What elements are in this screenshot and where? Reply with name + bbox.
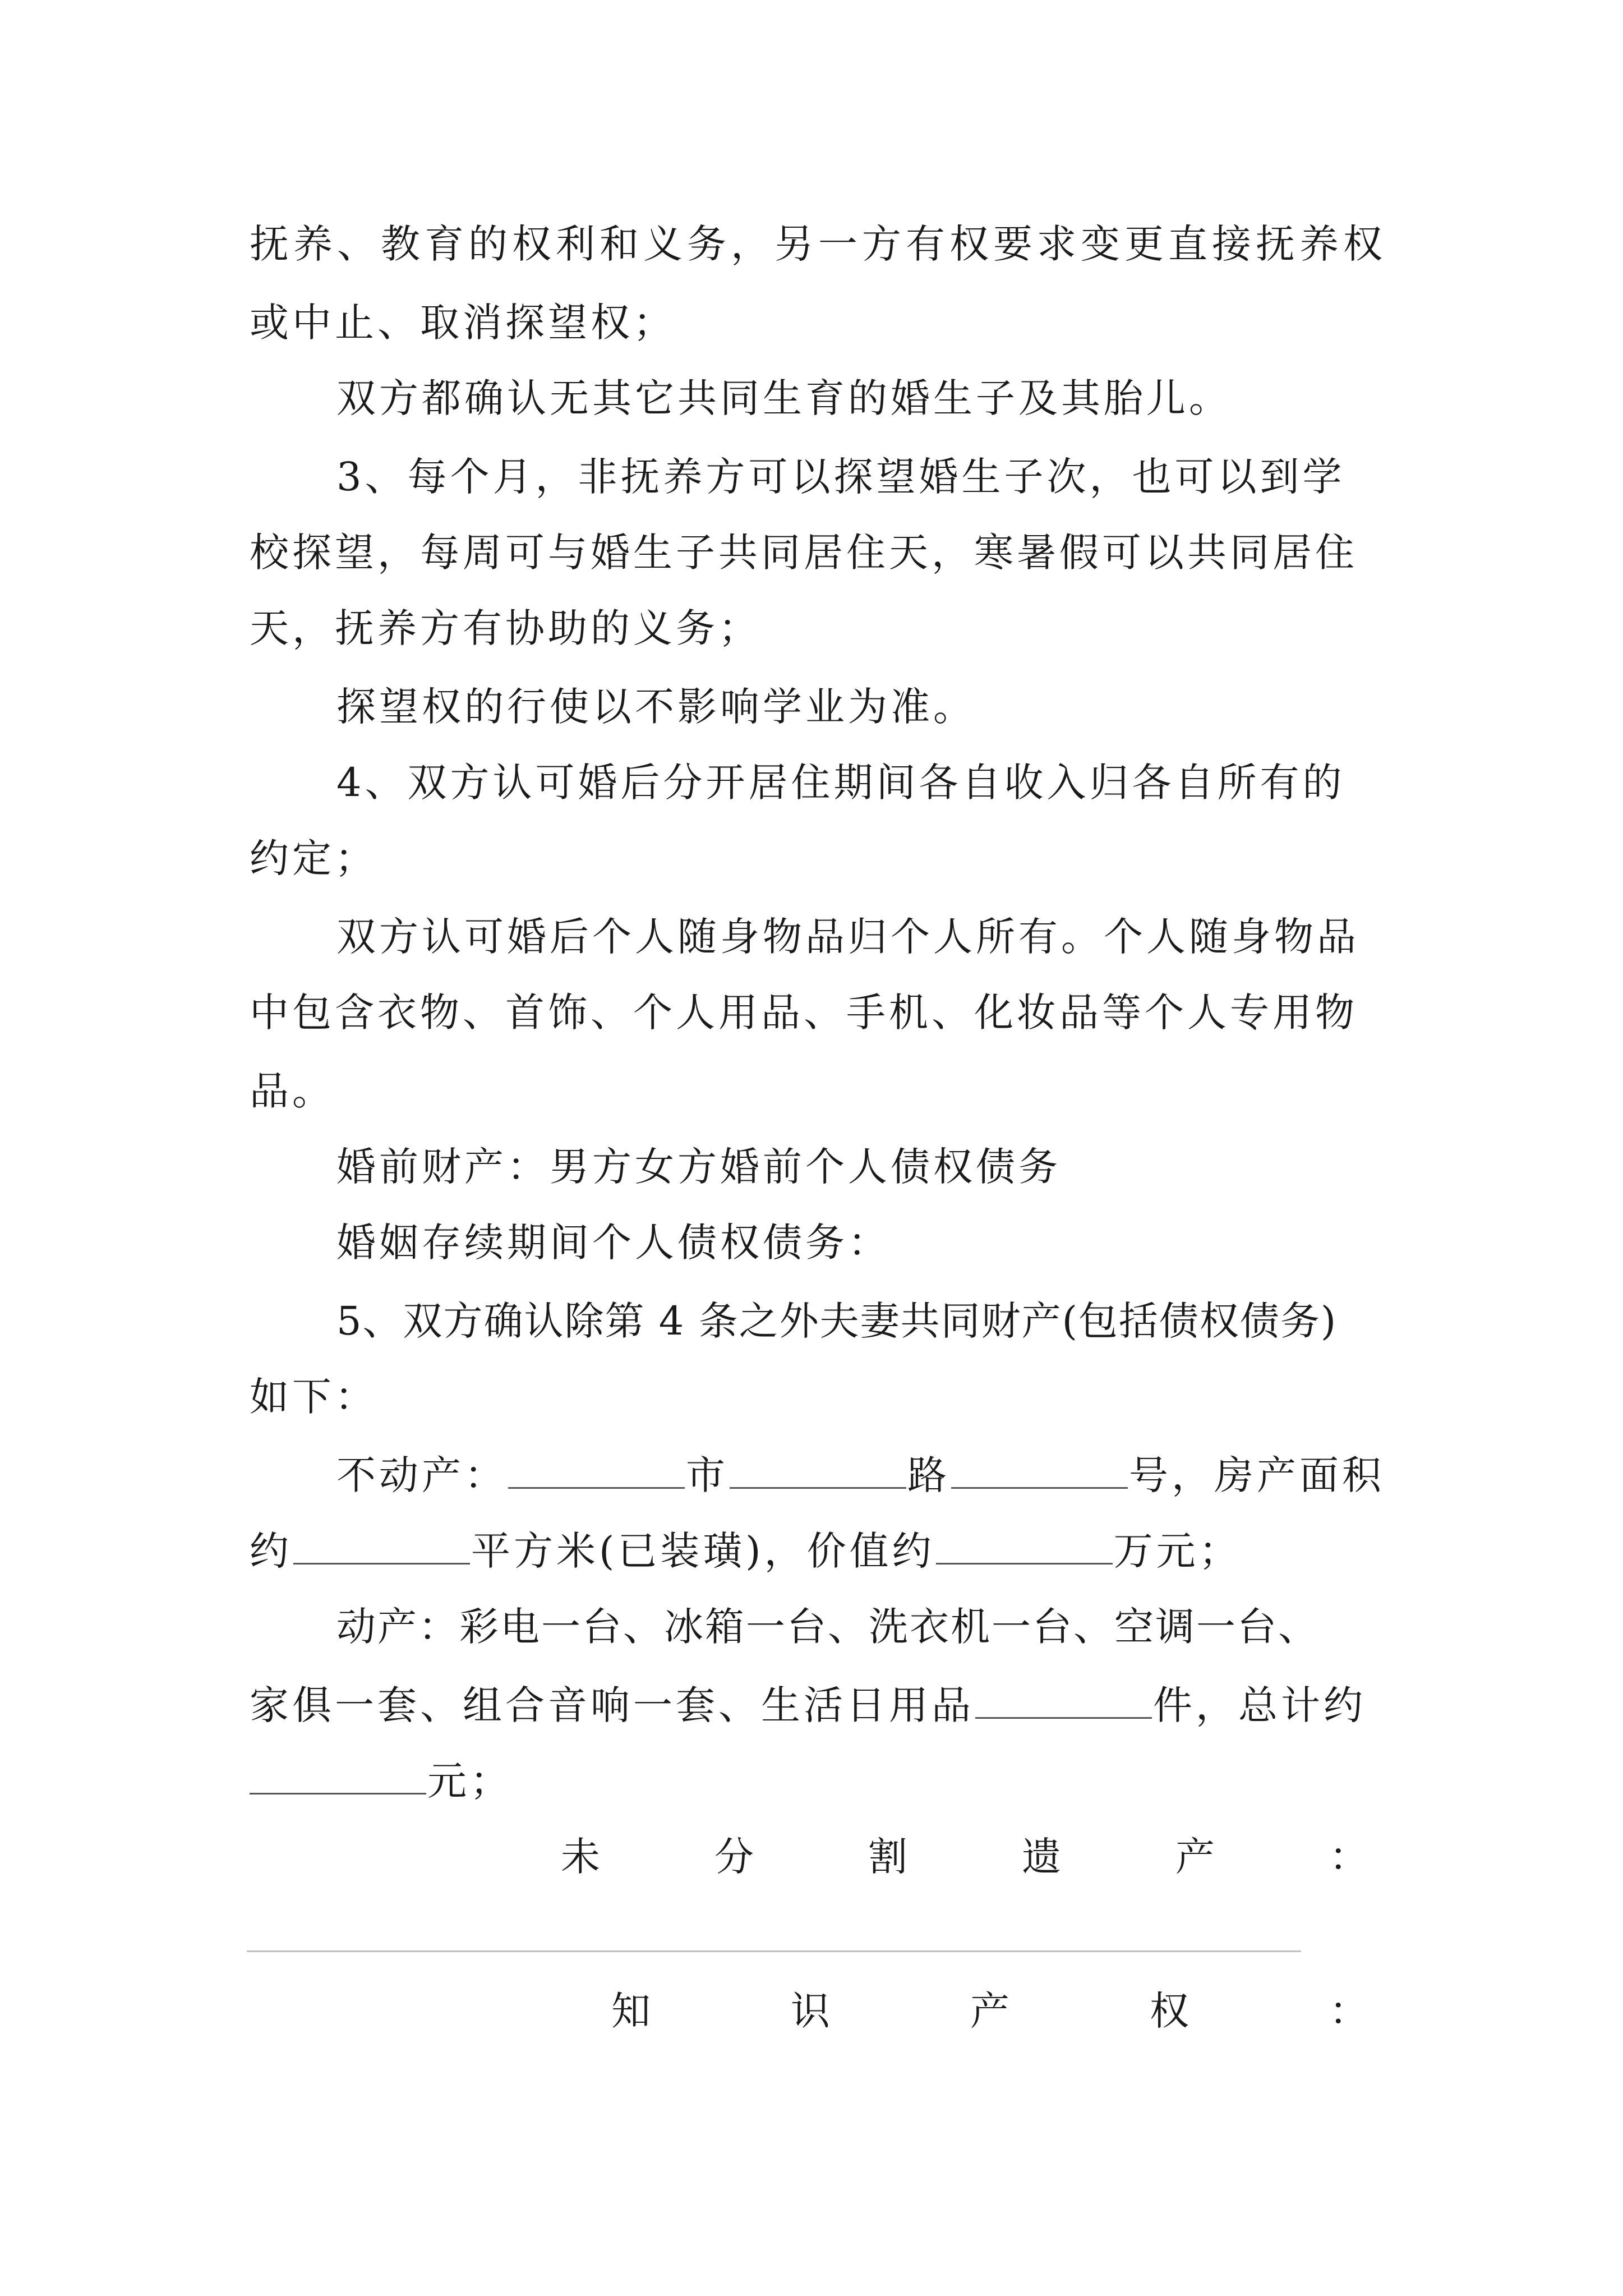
heading-char: 割 — [868, 1834, 907, 1880]
heading-char: 识 — [791, 1988, 830, 2034]
fill-blank — [951, 1453, 1128, 1489]
text-line: 约定； — [250, 835, 377, 881]
heading-char: 遗 — [1022, 1834, 1061, 1880]
approx-label: 约 — [250, 1528, 292, 1574]
heading-char: 产 — [1175, 1834, 1215, 1880]
movables-text: 家俱一套、组合音响一套、生活日用品 — [250, 1682, 974, 1728]
text-line: 中包含衣物、首饰、个人用品、手机、化妆品等个人专用物 — [250, 990, 1358, 1036]
heading-char: 未 — [561, 1834, 600, 1880]
movables-line — [250, 1669, 1382, 1742]
text-line: 如下： — [250, 1374, 377, 1420]
heading-char: 权 — [1150, 1988, 1189, 2034]
heading-char: 分 — [714, 1834, 754, 1880]
heading-char: 知 — [611, 1988, 651, 2034]
movables-line: 动产：彩电一台、冰箱一台、洗衣机一台、空调一台、 — [336, 1604, 1319, 1650]
fill-blank — [730, 1453, 906, 1489]
road-label: 路 — [907, 1452, 950, 1498]
line-text: 抚 养 、 教 育 的 权 利 和 义 务 ， 另 一 方 有 权 要 求 变 更 直 接 抚 养 权 — [250, 221, 1382, 267]
text-line: 婚姻存续期间个人债权债务： — [336, 1220, 891, 1266]
real-estate-label: 不动产： — [336, 1452, 507, 1498]
real-estate-line — [336, 1439, 1385, 1512]
divider — [247, 1950, 1301, 1952]
fill-blank — [936, 1529, 1113, 1565]
fill-blank — [250, 1759, 426, 1795]
city-label: 市 — [686, 1452, 728, 1498]
text-line: 双方认可婚后个人随身物品归个人所有。个人随身物品 — [336, 914, 1359, 960]
heading-unpartitioned-inheritance — [561, 1820, 1368, 1893]
movables-text: 元； — [427, 1758, 513, 1804]
text-line: 校探望，每周可与婚生子共同居住天，寒暑假可以共同居住 — [250, 530, 1358, 576]
movables-line — [250, 1745, 1382, 1818]
heading-intellectual-property — [611, 1975, 1368, 2047]
text-line: 4、双方认可婚后分开居住期间各自收入归各自所有的 — [336, 760, 1345, 806]
fill-blank — [975, 1683, 1152, 1719]
text-line: 品。 — [250, 1068, 335, 1114]
text-line: 婚前财产：男方女方婚前个人债权债务 — [336, 1144, 1061, 1190]
heading-char: 产 — [970, 1988, 1009, 2034]
real-estate-line — [250, 1515, 1382, 1588]
movables-text: 件，总计约 — [1153, 1682, 1366, 1728]
sqm-label: 平方米(已装璜)，价值约 — [471, 1528, 935, 1574]
heading-char: ： — [1329, 1988, 1368, 2034]
text-line: 3、每个月，非抚养方可以探望婚生子次，也可以到学 — [336, 454, 1345, 500]
number-area-label: 号，房产面积 — [1129, 1452, 1385, 1498]
fill-blank — [508, 1453, 685, 1489]
fill-blank — [293, 1529, 470, 1565]
text-line: 或中止、取消探望权； — [250, 300, 676, 346]
text-line: 天，抚养方有协助的义务； — [250, 605, 761, 651]
text-line — [250, 208, 1382, 280]
heading-char: ： — [1329, 1834, 1368, 1880]
text-line: 探望权的行使以不影响学业为准。 — [336, 684, 976, 730]
text-line: 双方都确认无其它共同生育的婚生子及其胎儿。 — [336, 375, 1232, 421]
wan-label: 万元； — [1113, 1528, 1242, 1574]
text-line: 5、双方确认除第 4 条之外夫妻共同财产(包括债权债务) — [336, 1298, 1338, 1344]
